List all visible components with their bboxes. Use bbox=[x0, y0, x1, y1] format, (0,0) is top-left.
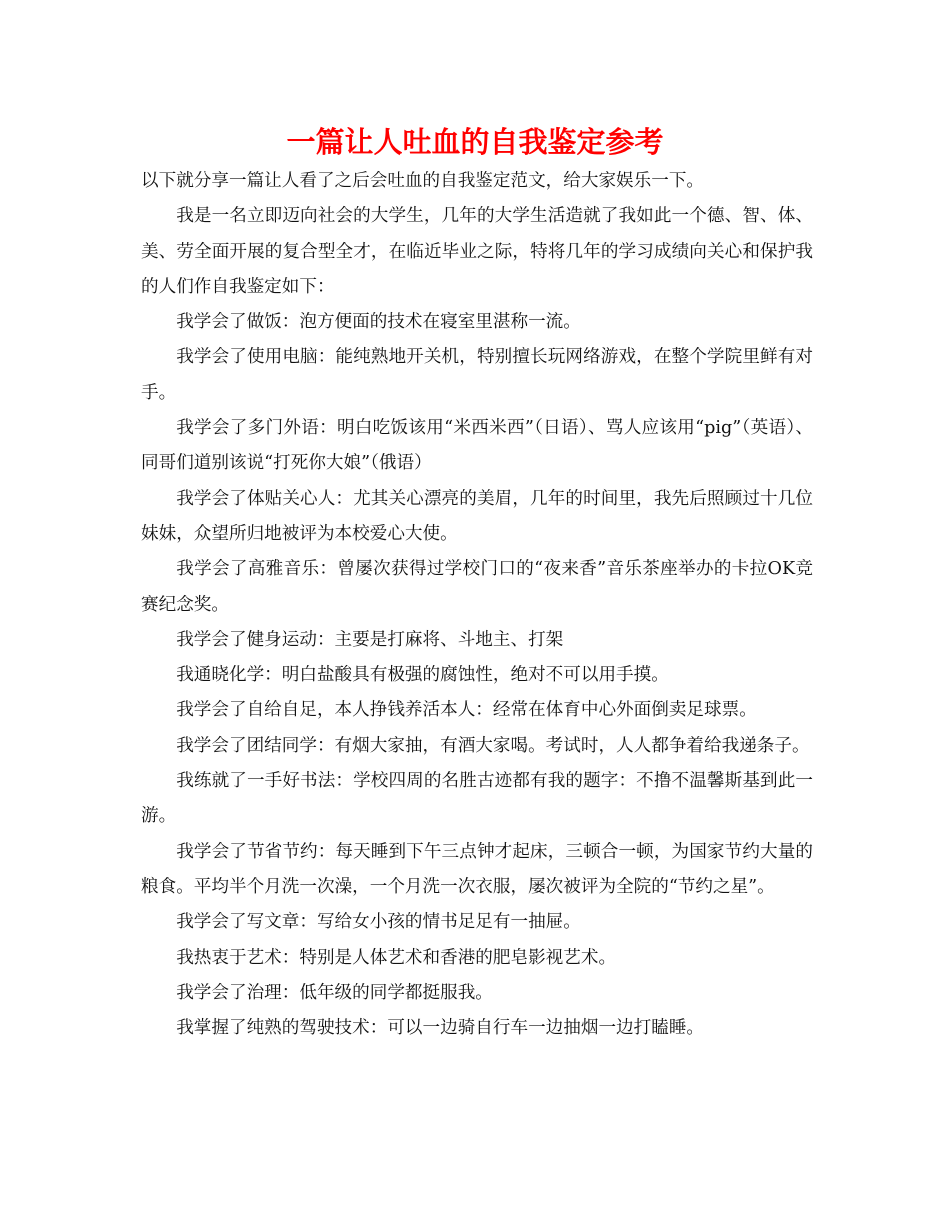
body-paragraph: 我学会了体贴关心人：尤其关心漂亮的美眉，几年的时间里，我先后照顾过十几位妹妹，众望所归地被评为本校爱心大使。 bbox=[141, 488, 813, 544]
body-paragraph: 我热衷于艺术：特别是人体艺术和香港的肥皂影视艺术。 bbox=[176, 947, 617, 968]
document-title: 一篇让人吐血的自我鉴定参考 bbox=[286, 125, 664, 159]
body-paragraph: 我学会了自给自足，本人挣钱养活本人：经常在体育中心外面倒卖足球票。 bbox=[176, 700, 757, 721]
body-paragraph: 我学会了治理：低年级的同学都挺服我。 bbox=[176, 982, 493, 1003]
body-paragraph: 我学会了写文章：写给女小孩的情书足足有一抽屉。 bbox=[176, 912, 581, 933]
body-paragraph: 我学会了使用电脑：能纯熟地开关机，特别擅长玩网络游戏，在整个学院里鲜有对手。 bbox=[141, 347, 813, 403]
body-paragraph: 我学会了高雅音乐：曾屡次获得过学校门口的“夜来香”音乐茶座举办的卡拉OK竞赛纪念奖。 bbox=[141, 559, 813, 615]
body-paragraph: 我学会了节省节约：每天睡到下午三点钟才起床，三顿合一顿，为国家节约大量的粮食。平均半个月洗一次澡，一个月洗一次衣服，屡次被评为全院的“节约之星”。 bbox=[141, 841, 813, 897]
document-body bbox=[141, 164, 813, 1046]
body-paragraph: 我掌握了纯熟的驾驶技术：可以一边骑自行车一边抽烟一边打瞌睡。 bbox=[176, 1018, 705, 1039]
body-paragraph: 我学会了健身运动：主要是打麻将、斗地主、打架 bbox=[176, 629, 564, 650]
body-paragraph: 我通晓化学：明白盐酸具有极强的腐蚀性，绝对不可以用手摸。 bbox=[176, 665, 669, 686]
body-paragraph: 我学会了多门外语：明白吃饭该用“米西米西”（日语）、骂人应该用“pig”（英语）、同哥们道别该说“打死你大娘”（俄语） bbox=[141, 418, 813, 474]
body-paragraph: 我学会了做饭：泡方便面的技术在寝室里湛称一流。 bbox=[176, 312, 581, 333]
body-paragraph: 我学会了团结同学：有烟大家抽，有酒大家喝。考试时，人人都争着给我递条子。 bbox=[176, 735, 810, 756]
intro-paragraph: 以下就分享一篇让人看了之后会吐血的自我鉴定范文，给大家娱乐一下。 bbox=[141, 171, 705, 191]
body-paragraph: 我是一名立即迈向社会的大学生，几年的大学生活造就了我如此一个德、智、体、美、劳全面开展的复合型全才，在临近毕业之际，特将几年的学习成绩向关心和保护我的人们作自我鉴定如下： bbox=[141, 206, 813, 297]
body-paragraph: 我练就了一手好书法：学校四周的名胜古迹都有我的题字：不撸不温馨斯基到此一游。 bbox=[141, 771, 813, 827]
